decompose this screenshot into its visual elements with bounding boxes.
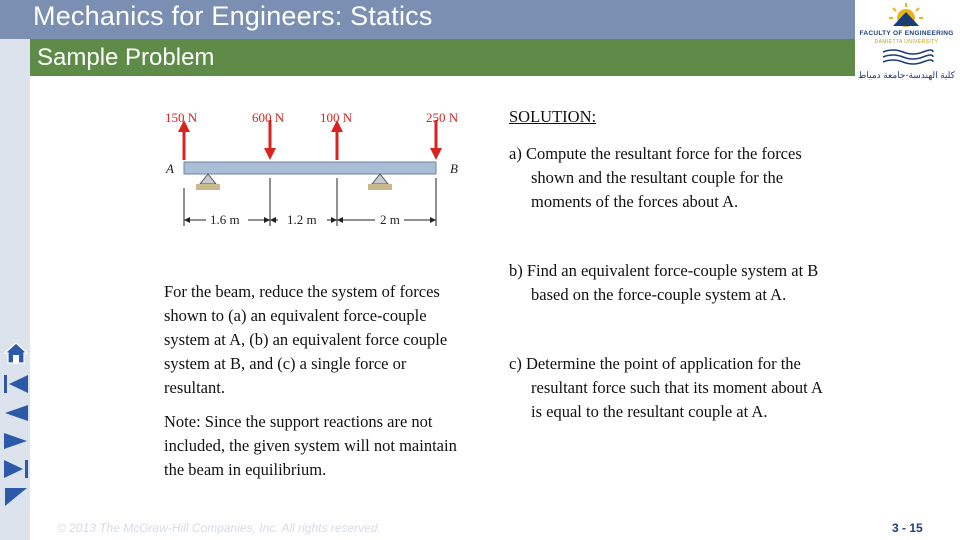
force-label-4: 250 N [426,110,459,125]
logo-faculty-text: FACULTY OF ENGINEERING [859,30,954,37]
point-a-label: A [166,161,174,176]
beam-force-diagram [160,100,480,240]
left-support-icon [196,174,220,190]
next-slide-icon[interactable] [2,428,30,454]
slide-title: Mechanics for Engineers: Statics [33,1,433,31]
home-icon[interactable] [2,340,30,366]
title-bar [0,0,855,39]
slide-subtitle: Sample Problem [37,44,215,71]
solution-heading: SOLUTION: [509,107,597,126]
dimension-label-3: 2 m [380,212,400,227]
right-support-icon [368,174,392,190]
faculty-logo [853,0,960,90]
problem-statement: For the beam, reduce the system of forces shown to (a) an equivalent force-couple system at A, (b) an equivalent force couple system at B, and (c) a single force or resultant. [164,282,448,397]
solution-step-a: a) Compute the resultant force for the forces shown and the resultant couple for the moments of the forces about A. [509,144,802,211]
force-label-2: 600 N [252,110,285,125]
beam [184,162,436,174]
logo-arabic-text: كلية الهندسة-جامعة دمياط [858,70,955,80]
last-slide-icon[interactable] [2,456,30,482]
slide-number: 3 - 15 [892,521,923,535]
dimension-label-1: 1.6 m [210,212,240,227]
solution-step-b: b) Find an equivalent force-couple system at B based on the force-couple system at A. [509,261,819,304]
dimension-label-2: 1.2 m [287,212,317,227]
copyright-notice: © 2013 The McGraw-Hill Companies, Inc. All rights reserved. [57,521,381,535]
problem-note: Note: Since the support reactions are not included, the given system will not maintain the beam in equilibrium. [164,412,457,479]
force-label-1: 150 N [165,110,198,125]
solution-step-c: c) Determine the point of application for the resultant force such that its moment about A is equal to the resultant couple at A. [509,354,822,421]
back-icon[interactable] [2,484,30,510]
first-slide-icon[interactable] [2,371,30,397]
logo-university-text: DAMIETTA UNIVERSITY [874,39,939,45]
force-label-3: 100 N [320,110,353,125]
subtitle-bar [30,39,855,76]
previous-slide-icon[interactable] [2,400,30,426]
point-b-label: B [450,161,458,176]
